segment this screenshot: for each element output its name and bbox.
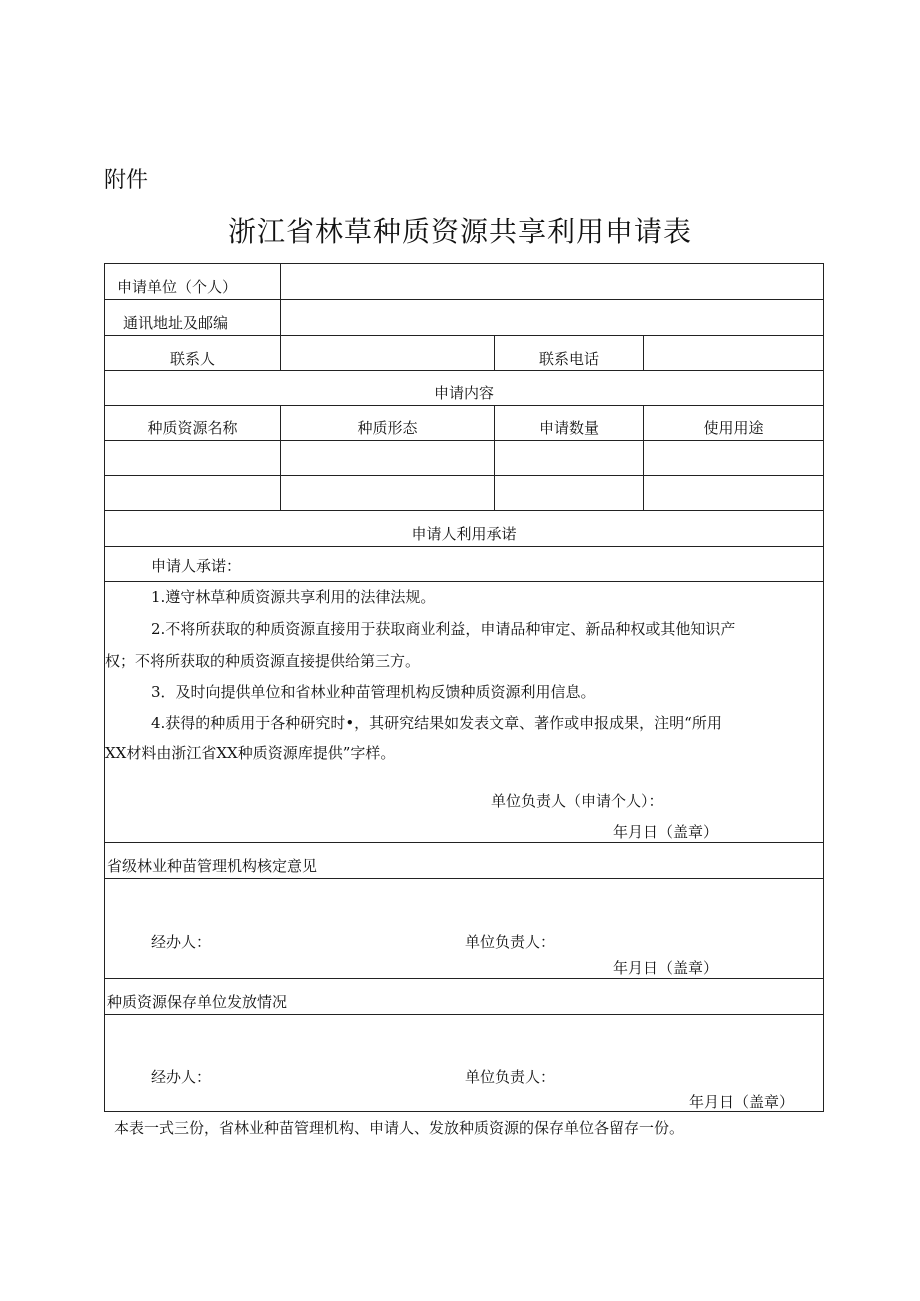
column-header-quantity: 申请数量 — [538, 419, 599, 437]
request-content-heading: 申请内容 — [433, 384, 494, 402]
commitment-item-4-line-1: 4.获得的种质用于各种研究时•，其研究结果如发表文章、著作或申报成果，注明“所用 — [151, 714, 722, 732]
commitment-signer-label: 单位负责人（申请个人）： — [491, 792, 664, 810]
commitment-intro: 申请人承诺： — [151, 557, 242, 575]
contact-label: 联系人 — [169, 350, 215, 368]
commitment-item-4-line-2: XX材料由浙江省XX种质资源库提供”字样。 — [105, 744, 396, 762]
column-header-purpose: 使用用途 — [703, 419, 764, 437]
row-divider — [105, 510, 823, 511]
row-divider — [105, 842, 823, 843]
commitment-item-1: 1.遵守林草种质资源共享利用的法律法规。 — [151, 588, 436, 606]
commitment-date-seal: 年月日（盖章） — [613, 823, 719, 841]
row-divider — [105, 440, 823, 441]
row-divider — [105, 1014, 823, 1015]
application-form — [104, 263, 824, 1112]
column-header-form: 种质形态 — [357, 419, 418, 437]
provincial-opinion-heading: 省级林业种苗管理机构核定意见 — [107, 857, 318, 875]
column-divider — [280, 264, 281, 370]
storage-head-label: 单位负责人： — [465, 1068, 556, 1086]
commitment-item-2-line-1: 2.不将所获取的种质资源直接用于获取商业利益，申请品种审定、新品种权或其他知识产 — [151, 620, 736, 638]
commitment-heading: 申请人利用承诺 — [411, 525, 517, 543]
row-divider — [105, 335, 823, 336]
phone-label: 联系电话 — [538, 350, 599, 368]
provincial-handler-label: 经办人： — [151, 933, 212, 951]
commitment-item-3: 3．及时向提供单位和省林业种苗管理机构反馈种质资源利用信息。 — [151, 683, 596, 701]
annex-label: 附件 — [104, 168, 149, 193]
row-divider — [105, 370, 823, 371]
address-label: 通讯地址及邮编 — [123, 314, 229, 332]
row-divider — [105, 878, 823, 879]
column-divider — [643, 335, 644, 370]
commitment-item-2-line-2: 权；不将所获取的种质资源直接提供给第三方。 — [105, 652, 421, 670]
storage-distribution-heading: 种质资源保存单位发放情况 — [107, 993, 288, 1011]
row-divider — [105, 581, 823, 582]
row-divider — [105, 978, 823, 979]
applicant-unit-label: 申请单位（个人） — [117, 278, 238, 296]
provincial-head-label: 单位负责人： — [465, 933, 556, 951]
row-divider — [105, 475, 823, 476]
row-divider — [105, 546, 823, 547]
row-divider — [105, 299, 823, 300]
storage-date-seal: 年月日（盖章） — [689, 1093, 795, 1111]
row-divider — [105, 405, 823, 406]
storage-handler-label: 经办人： — [151, 1068, 212, 1086]
footnote: 本表一式三份，省林业种苗管理机构、申请人、发放种质资源的保存单位各留存一份。 — [114, 1119, 685, 1137]
provincial-date-seal: 年月日（盖章） — [613, 959, 719, 977]
form-title: 浙江省林草种质资源共享利用申请表 — [227, 215, 692, 248]
column-header-resource-name: 种质资源名称 — [147, 419, 238, 437]
